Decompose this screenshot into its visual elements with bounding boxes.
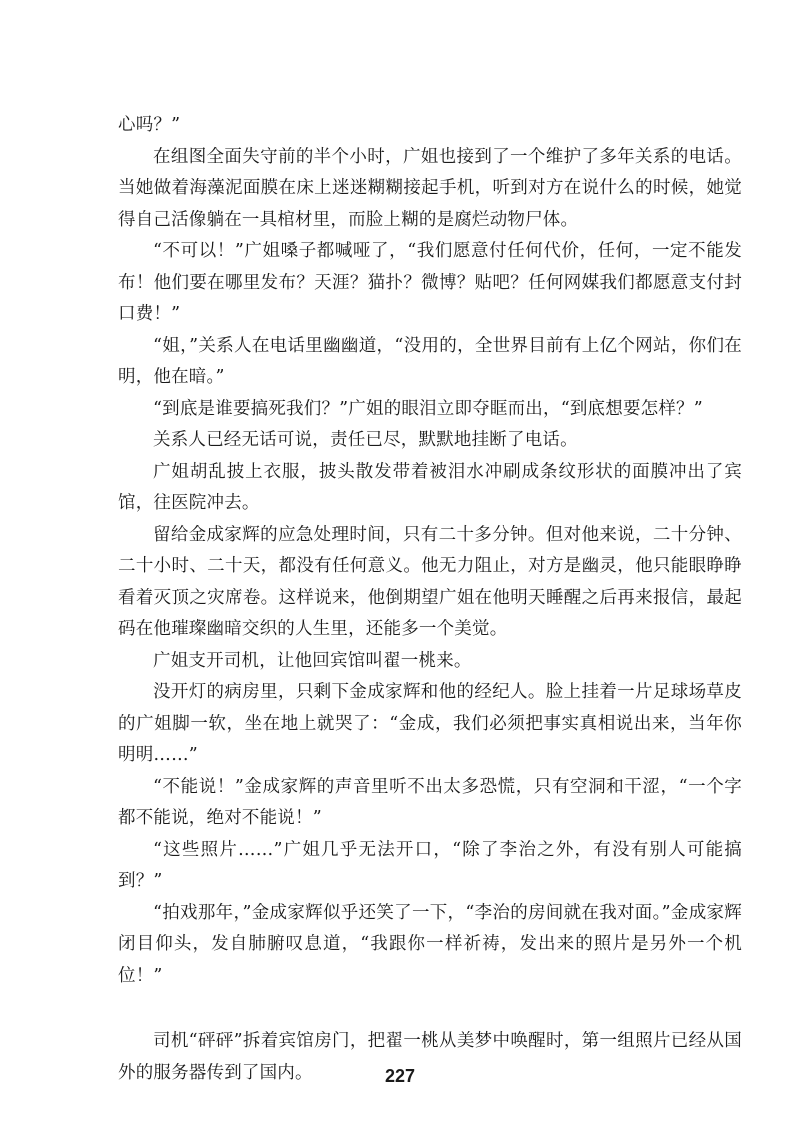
paragraph: “到底是谁要搞死我们？”广姐的眼泪立即夺眶而出，“到底想要怎样？” — [153, 398, 703, 419]
paragraph: 广姐胡乱披上衣服，披头散发带着被泪水冲刷成条纹形状的面膜冲出了宾馆，往医院冲去。 — [118, 461, 742, 513]
paragraph: “姐，”关系人在电话里幽幽道，“没用的，全世界目前有上亿个网站，你们在明，他在暗。” — [118, 335, 742, 387]
paragraph: 广姐支开司机，让他回宾馆叫翟一桃来。 — [153, 650, 472, 671]
paragraph: “不可以！”广姐嗓子都喊哑了，“我们愿意付任何代价，任何，一定不能发布！他们要在哪里发布？天涯？猫扑？微博？贴吧？任何网媒我们都愿意支付封口费！” — [118, 241, 742, 324]
paragraph: “拍戏那年，”金成家辉似乎还笑了一下，“李治的房间就在我对面。”金成家辉闭目仰头，发自肺腑叹息道，“我跟你一样祈祷，发出来的照片是另外一个机位！” — [118, 902, 742, 986]
page-number: 227 — [384, 1066, 416, 1086]
paragraph: 关系人已经无话可说，责任已尽，默默地挂断了电话。 — [153, 430, 578, 450]
paragraph: 司机“砰砰”拆着宾馆房门，把翟一桃从美梦中唤醒时，第一组照片已经从国外的服务器传到了国内。 — [118, 1031, 742, 1083]
page-body — [118, 110, 742, 1089]
paragraph: “不能说！”金成家辉的声音里听不出太多恐慌，只有空洞和干涩，“一个字都不能说，绝对不能说！” — [118, 776, 742, 828]
paragraph: 留给金成家辉的应急处理时间，只有二十多分钟。但对他来说，二十分钟、二十小时、二十天，都没有任何意义。他无力阻止，对方是幽灵，他只能眼睁睁看着灭顶之灾席卷。这样说来，他倒期望广姐在他明天睡醒之后再来报信，最起码在他璀璨幽暗交织的人生里，还能多一个美觉。 — [118, 524, 742, 639]
section-break — [118, 992, 742, 1026]
paragraph: 没开灯的病房里，只剩下金成家辉和他的经纪人。脸上挂着一片足球场草皮的广姐脚一软，坐在地上就哭了：“金成，我们必须把事实真相说出来，当年你明明……” — [118, 682, 742, 765]
paragraph: 在组图全面失守前的半个小时，广姐也接到了一个维护了多年关系的电话。当她做着海藻泥面膜在床上迷迷糊糊接起手机，听到对方在说什么的时候，她觉得自己活像躺在一具棺材里，而脸上糊的是腐烂动物尸体。 — [118, 146, 742, 230]
paragraph: “这些照片……”广姐几乎无法开口，“除了李治之外，有没有别人可能搞到？” — [118, 839, 742, 891]
paragraph: 心吗？” — [118, 115, 181, 135]
